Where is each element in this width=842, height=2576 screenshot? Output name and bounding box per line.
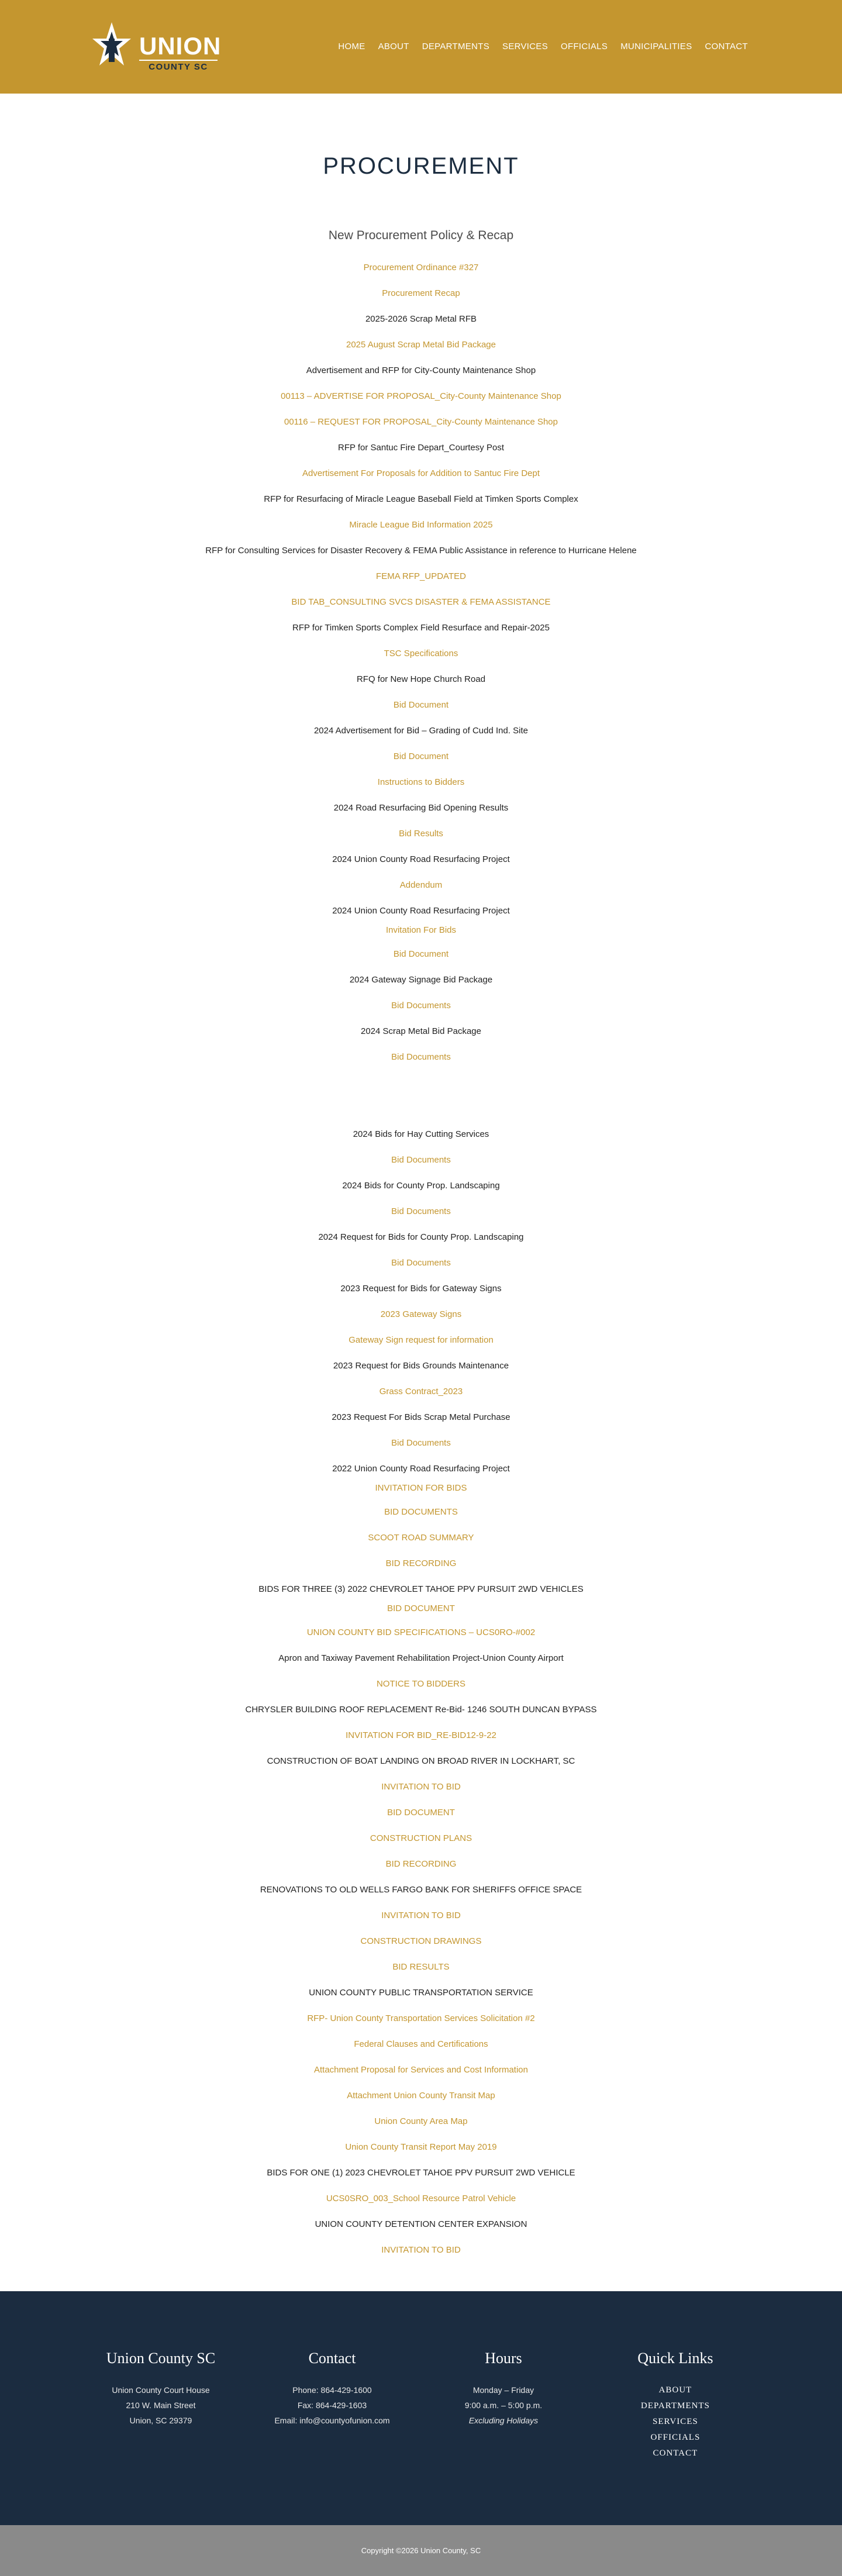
document-link-label[interactable]: UCS0SRO_003_School Resource Patrol Vehicle <box>326 2194 516 2203</box>
footer-email[interactable]: Email: info@countyofunion.com <box>274 2416 390 2425</box>
site-header <box>0 0 842 94</box>
solicitation-title <box>0 1980 842 2006</box>
document-link[interactable] <box>0 1499 842 1525</box>
document-link[interactable] <box>0 873 842 898</box>
document-link-label[interactable]: Attachment Union County Transit Map <box>347 2091 495 2101</box>
quicklink-about[interactable]: ABOUT <box>658 2385 692 2395</box>
solicitation-title <box>0 1019 842 1044</box>
document-link[interactable] <box>0 1044 842 1070</box>
solicitation-title <box>0 1697 842 1723</box>
document-link[interactable] <box>0 924 842 942</box>
document-link-label[interactable]: Grass Contract_2023 <box>379 1387 463 1396</box>
footer-hours-note: Excluding Holidays <box>468 2416 539 2425</box>
document-link-label[interactable]: Addendum <box>399 880 443 890</box>
main-nav <box>332 41 754 53</box>
solicitation-title <box>0 1577 842 1602</box>
document-link-label[interactable]: BID DOCUMENT <box>387 1808 455 1818</box>
solicitation-title <box>0 795 842 821</box>
document-link-label[interactable]: RFP- Union County Transportation Services Solicitation #2 <box>307 2013 535 2023</box>
document-link-label[interactable]: INVITATION TO BID <box>381 1911 461 1920</box>
document-link[interactable] <box>0 332 842 358</box>
document-link[interactable] <box>0 1327 842 1353</box>
footer-about-column <box>73 2350 249 2428</box>
solicitation-title <box>0 615 842 641</box>
document-link[interactable] <box>0 281 842 306</box>
document-link[interactable] <box>0 2006 842 2032</box>
document-link-label[interactable]: Gateway Sign request for information <box>348 1335 494 1345</box>
document-link-label[interactable]: BID RECORDING <box>385 1859 457 1869</box>
item-label: BIDS FOR THREE (3) 2022 CHEVROLET TAHOE PPV PURSUIT 2WD VEHICLES <box>258 1584 584 1594</box>
document-link-label[interactable]: Union County Area Map <box>374 2116 468 2126</box>
document-link[interactable] <box>0 409 842 435</box>
item-label: RENOVATIONS TO OLD WELLS FARGO BANK FOR SHERIFFS OFFICE SPACE <box>260 1885 582 1895</box>
document-link[interactable] <box>0 589 842 615</box>
copyright: Copyright ©2026 Union County, SC <box>0 2525 842 2576</box>
document-link[interactable] <box>0 1800 842 1826</box>
nav-departments[interactable]: DEPARTMENTS <box>422 42 490 51</box>
document-link-label[interactable]: FEMA RFP_UPDATED <box>376 571 466 581</box>
document-link[interactable] <box>0 2083 842 2109</box>
document-link[interactable] <box>0 821 842 847</box>
document-link-label[interactable]: INVITATION TO BID <box>381 1782 461 1792</box>
item-label: CONSTRUCTION OF BOAT LANDING ON BROAD RIVER IN LOCKHART, SC <box>267 1756 575 1766</box>
solicitation-title <box>0 2160 842 2186</box>
document-link[interactable] <box>0 1851 842 1877</box>
spacer <box>0 1070 842 1122</box>
document-link-label[interactable]: Bid Documents <box>391 1052 451 1062</box>
document-link-label[interactable]: Bid Documents <box>391 1001 451 1011</box>
document-link[interactable] <box>0 1302 842 1327</box>
document-link-label[interactable]: CONSTRUCTION DRAWINGS <box>360 1936 482 1946</box>
document-link[interactable] <box>0 1525 842 1551</box>
solicitation-title <box>0 718 842 744</box>
document-link[interactable] <box>0 641 842 667</box>
nav-officials[interactable]: OFFICIALS <box>561 42 608 51</box>
solicitation-title <box>0 967 842 993</box>
item-label: 2023 Request for Bids Grounds Maintenance <box>333 1361 509 1371</box>
solicitation-title <box>0 435 842 461</box>
document-link[interactable] <box>0 2109 842 2134</box>
item-label: 2024 Bids for Hay Cutting Services <box>353 1129 489 1139</box>
document-link-label[interactable]: Bid Documents <box>391 1206 451 1216</box>
document-link-label[interactable]: 00116 – REQUEST FOR PROPOSAL_City-County Maintenance Shop <box>284 417 558 427</box>
document-link[interactable] <box>0 1379 842 1405</box>
quicklink-contact[interactable]: CONTACT <box>653 2449 698 2458</box>
document-link[interactable] <box>0 993 842 1019</box>
item-label: 2024 Union County Road Resurfacing Project <box>332 906 510 916</box>
solicitation-title <box>0 538 842 564</box>
solicitation-title <box>0 1405 842 1430</box>
solicitation-title <box>0 1173 842 1199</box>
footer-quicklinks-title: Quick Links <box>637 2350 713 2367</box>
item-label: New Procurement Policy & Recap <box>328 229 514 242</box>
nav-home[interactable]: HOME <box>338 42 365 51</box>
document-link-label[interactable]: BID RESULTS <box>392 1962 450 1972</box>
document-link-label[interactable]: INVITATION FOR BID_RE-BID12-9-22 <box>346 1730 496 1740</box>
document-link-label[interactable]: BID RECORDING <box>385 1558 457 1568</box>
document-link[interactable] <box>0 1903 842 1929</box>
document-link-label[interactable]: Procurement Ordinance #327 <box>363 263 479 273</box>
footer-quicklinks-column <box>588 2350 763 2461</box>
solicitation-title <box>0 1353 842 1379</box>
document-link[interactable] <box>0 1602 842 1620</box>
footer-hours-time: 9:00 a.m. – 5:00 p.m. <box>464 2401 543 2410</box>
document-link[interactable] <box>0 770 842 795</box>
nav-services[interactable]: SERVICES <box>502 42 548 51</box>
document-link-label[interactable]: Advertisement For Proposals for Addition to Santuc Fire Dept <box>302 468 540 478</box>
document-link-label[interactable]: Union County Transit Report May 2019 <box>345 2142 497 2152</box>
document-link-label[interactable]: 00113 – ADVERTISE FOR PROPOSAL_City-County Maintenance Shop <box>281 391 561 401</box>
document-link-label[interactable]: CONSTRUCTION PLANS <box>370 1833 472 1843</box>
page-title: PROCUREMENT <box>323 153 519 179</box>
solicitation-title <box>0 358 842 384</box>
document-link-label[interactable]: Bid Document <box>393 949 449 959</box>
document-link[interactable] <box>0 1430 842 1456</box>
document-link-label[interactable]: Invitation For Bids <box>385 925 457 935</box>
item-label: CHRYSLER BUILDING ROOF REPLACEMENT Re-Bid- 1246 SOUTH DUNCAN BYPASS <box>245 1705 597 1715</box>
solicitation-title <box>0 1646 842 1671</box>
footer-address-line: 210 W. Main Street <box>126 2401 196 2410</box>
document-link[interactable] <box>0 1954 842 1980</box>
document-link-label[interactable]: INVITATION TO BID <box>381 2245 461 2255</box>
document-link-label[interactable]: UNION COUNTY BID SPECIFICATIONS – UCS0RO-#002 <box>306 1627 536 1637</box>
quicklink-services[interactable]: SERVICES <box>653 2417 698 2426</box>
document-link-label[interactable]: BID DOCUMENTS <box>384 1507 458 1517</box>
item-label: BIDS FOR ONE (1) 2023 CHEVROLET TAHOE PPV PURSUIT 2WD VEHICLE <box>267 2168 575 2178</box>
document-link[interactable] <box>0 1620 842 1646</box>
solicitation-title <box>0 1749 842 1774</box>
document-link[interactable] <box>0 512 842 538</box>
item-label: RFP for Consulting Services for Disaster Recovery & FEMA Public Assistance in reference to Hurricane Helene <box>205 546 637 556</box>
item-label: RFP for Timken Sports Complex Field Resurface and Repair-2025 <box>292 623 550 633</box>
document-link[interactable] <box>0 1250 842 1276</box>
document-link[interactable] <box>0 564 842 589</box>
document-link[interactable] <box>0 942 842 967</box>
solicitation-title <box>0 1122 842 1147</box>
document-link[interactable] <box>0 1723 842 1749</box>
document-link[interactable] <box>0 1482 842 1499</box>
item-label: UNION COUNTY DETENTION CENTER EXPANSION <box>315 2219 527 2229</box>
solicitation-title <box>0 898 842 924</box>
item-label: 2024 Advertisement for Bid – Grading of Cudd Ind. Site <box>313 726 529 736</box>
document-link-label[interactable]: BID DOCUMENT <box>387 1603 455 1613</box>
item-label: Apron and Taxiway Pavement Rehabilitation Project-Union County Airport <box>278 1653 564 1663</box>
document-link[interactable] <box>0 2134 842 2160</box>
solicitation-title <box>0 1225 842 1250</box>
footer-hours-days: Monday – Friday <box>472 2385 534 2395</box>
solicitation-title <box>0 306 842 332</box>
logo-title: UNION <box>139 32 222 60</box>
footer-contact-title: Contact <box>308 2350 356 2367</box>
solicitation-title <box>0 487 842 512</box>
document-link[interactable] <box>0 461 842 487</box>
document-link-label[interactable]: Procurement Recap <box>382 288 460 298</box>
document-link[interactable] <box>0 1774 842 1800</box>
document-link-label[interactable]: INVITATION FOR BIDS <box>375 1483 467 1493</box>
document-link-label[interactable]: Attachment Proposal for Services and Cost Information <box>313 2065 528 2075</box>
item-label: 2025-2026 Scrap Metal RFB <box>365 314 477 324</box>
item-label: 2023 Request For Bids Scrap Metal Purchase <box>332 1412 510 1422</box>
footer-hours-title: Hours <box>485 2350 522 2367</box>
document-link[interactable] <box>0 1929 842 1954</box>
solicitation-title <box>0 847 842 873</box>
footer-address-line: Union, SC 29379 <box>129 2416 192 2425</box>
footer-hours-column <box>416 2350 591 2428</box>
document-link-label[interactable]: Bid Document <box>393 700 449 710</box>
item-label: RFP for Santuc Fire Depart_Courtesy Post <box>337 443 504 453</box>
document-link[interactable] <box>0 2057 842 2083</box>
item-label: 2024 Union County Road Resurfacing Project <box>332 854 510 864</box>
document-link-label[interactable]: NOTICE TO BIDDERS <box>377 1679 465 1689</box>
document-link[interactable] <box>0 255 842 281</box>
item-label: RFP for Resurfacing of Miracle League Baseball Field at Timken Sports Complex <box>264 494 578 504</box>
document-link[interactable] <box>0 2186 842 2212</box>
site-footer <box>0 2291 842 2525</box>
footer-fax: Fax: 864-429-1603 <box>297 2401 367 2410</box>
document-link-label[interactable]: 2023 Gateway Signs <box>380 1309 462 1319</box>
document-link[interactable] <box>0 2237 842 2263</box>
nav-municipalities[interactable]: MUNICIPALITIES <box>620 42 692 51</box>
solicitation-title <box>0 667 842 692</box>
item-label: UNION COUNTY PUBLIC TRANSPORTATION SERVICE <box>309 1988 533 1998</box>
document-link-label[interactable]: Federal Clauses and Certifications <box>354 2039 488 2049</box>
document-link[interactable] <box>0 1551 842 1577</box>
document-link[interactable] <box>0 744 842 770</box>
document-link-label[interactable]: Instructions to Bidders <box>377 777 465 787</box>
document-link[interactable] <box>0 2032 842 2057</box>
star-icon <box>91 21 132 71</box>
item-label: 2024 Request for Bids for County Prop. Landscaping <box>318 1232 524 1242</box>
quicklink-departments[interactable]: DEPARTMENTS <box>641 2401 710 2411</box>
document-link-label[interactable]: Miracle League Bid Information 2025 <box>349 520 493 530</box>
document-link-label[interactable]: SCOOT ROAD SUMMARY <box>368 1533 474 1543</box>
document-link[interactable] <box>0 1147 842 1173</box>
site-logo[interactable] <box>88 21 222 75</box>
document-link-label[interactable]: Bid Documents <box>391 1155 451 1165</box>
solicitation-title <box>0 1456 842 1482</box>
document-link[interactable] <box>0 384 842 409</box>
document-link-label[interactable]: Bid Results <box>399 829 443 839</box>
item-label: 2022 Union County Road Resurfacing Project <box>332 1464 510 1474</box>
document-link-label[interactable]: Bid Documents <box>391 1258 451 1268</box>
item-label: 2024 Gateway Signage Bid Package <box>349 975 493 985</box>
procurement-list <box>0 226 842 2263</box>
item-label: 2023 Request for Bids for Gateway Signs <box>340 1284 502 1294</box>
logo-subtitle: COUNTY SC <box>139 60 218 72</box>
document-link[interactable] <box>0 1826 842 1851</box>
footer-about-title: Union County SC <box>106 2350 216 2367</box>
item-label: Advertisement and RFP for City-County Maintenance Shop <box>306 365 536 375</box>
document-link[interactable] <box>0 692 842 718</box>
document-link-label[interactable]: Bid Documents <box>391 1438 451 1448</box>
nav-contact[interactable]: CONTACT <box>705 42 748 51</box>
nav-about[interactable]: ABOUT <box>378 42 409 51</box>
quicklink-officials[interactable]: OFFICIALS <box>650 2433 700 2442</box>
document-link-label[interactable]: 2025 August Scrap Metal Bid Package <box>346 340 496 350</box>
solicitation-title <box>0 1877 842 1903</box>
document-link-label[interactable]: BID TAB_CONSULTING SVCS DISASTER & FEMA ASSISTANCE <box>291 597 551 607</box>
footer-contact-column <box>244 2350 420 2428</box>
document-link[interactable] <box>0 1671 842 1697</box>
footer-address-line: Union County Court House <box>112 2385 210 2395</box>
document-link[interactable] <box>0 1199 842 1225</box>
solicitation-title <box>0 1276 842 1302</box>
document-link-label[interactable]: Bid Document <box>393 751 449 761</box>
item-label: 2024 Road Resurfacing Bid Opening Results <box>333 803 509 813</box>
document-link-label[interactable]: TSC Specifications <box>384 649 458 658</box>
item-label: 2024 Bids for County Prop. Landscaping <box>342 1181 500 1191</box>
footer-phone: Phone: 864-429-1600 <box>292 2385 372 2395</box>
section-heading <box>0 226 842 255</box>
item-label: 2024 Scrap Metal Bid Package <box>361 1026 481 1036</box>
solicitation-title <box>0 2212 842 2237</box>
item-label: RFQ for New Hope Church Road <box>356 674 486 684</box>
